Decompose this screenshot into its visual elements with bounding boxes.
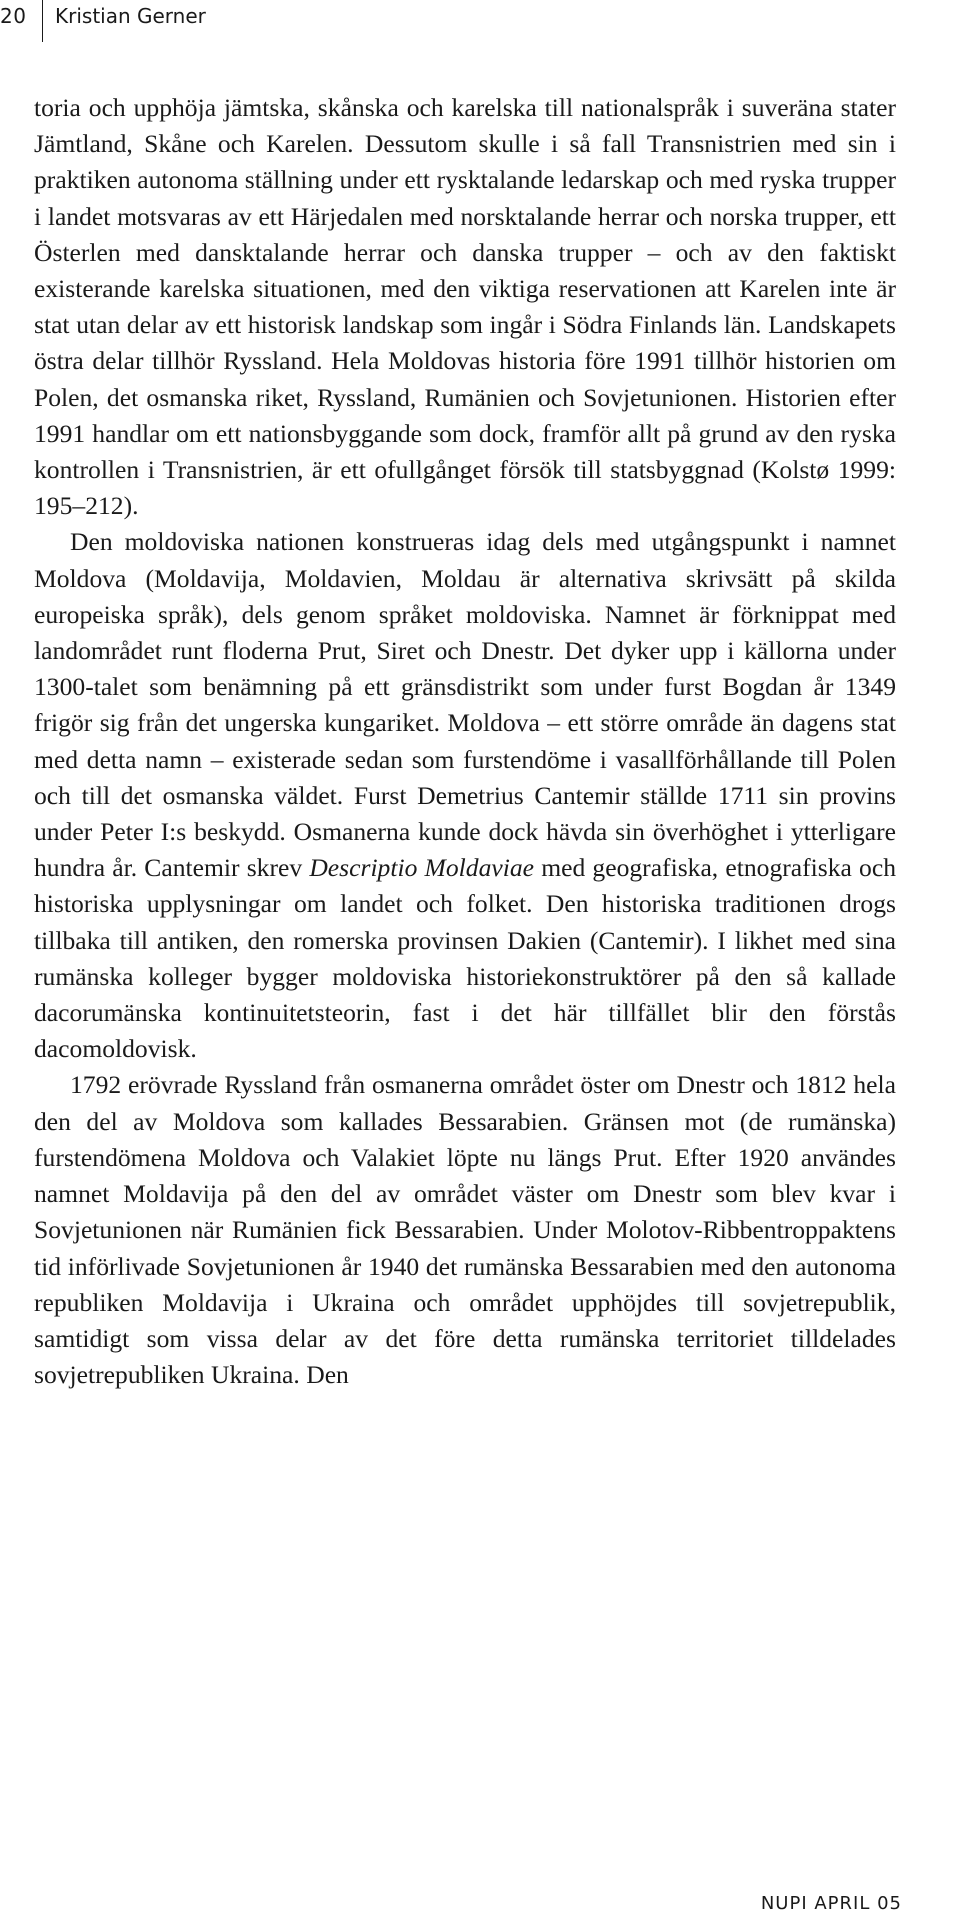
page-footer: NUPI APRIL 05 [760,1893,902,1914]
body-text [34,90,896,1393]
paragraph [34,524,896,1067]
paragraph: 1792 erövrade Ryssland från osmanerna området öster om Dnestr och 1812 hela den del av Moldova som kallades Bessarabien. Gränsen mot (de rumänska) furstendömena Moldova och Valakiet löpte nu längs Prut. Efter 1920 användes namnet Moldavija på den del av området väster om Dnestr som blev kvar i Sovjetunionen när Rumänien fick Bessarabien. Under Molotov-Ribbentroppaktens tid införlivade Sovjetunionen år 1940 det rumänska Bessarabien med den autonoma republiken Moldavija i Ukraina och området upphöjdes till sovjetrepublik, samtidigt som vissa delar av det före detta rumänska territoriet tilldelades sovjetrepubliken Ukraina. Den [34,1070,896,1390]
paragraph: toria och upphöja jämtska, skånska och karelska till nationalspråk i suveräna stater Jämtland, Skåne och Karelen. Dessutom skulle i så fall Transnistrien med sin i praktiken autonoma ställning under ett rysktalande ledarskap och med ryska trupper i landet motsvaras av ett Härjedalen med norsktalande herrar och norska trupper, ett Österlen med dansktalande herrar och danska trupper – och av den faktiskt existerande karelska situationen, med den viktiga reservationen att Karelen inte är stat utan delar av ett historisk landskap som ingår i Södra Finlands län. Landskapets östra delar tillhör Ryssland. Hela Moldovas historia före 1991 tillhör historien om Polen, det osmanska riket, Ryssland, Rumänien och Sovjetunionen. Historien efter 1991 handlar om ett nationsbyggande som dock, framför allt på grund av den ryska kontrollen i Transnistrien, är ett ofullgånget försök till statsbyggnad (Kolstø 1999: 195–212). [34,93,896,521]
paragraph-text: Den moldoviska nationen konstrueras idag dels med utgångspunkt i namnet Moldova (Moldavija, Moldavien, Moldau är alternativa skrivsätt på skilda europeiska språk), dels genom språket moldoviska. Namnet är förknippat med landområdet runt floderna Prut, Siret och Dnestr. Det dyker upp i källorna under 1300-talet som benämning på ett gränsdistrikt som under furst Bogdan år 1349 frigör sig från det ungerska kungariket. Moldova – ett större område än dagens stat med detta namn – existerade sedan som furstendöme i vasallförhållande till Polen och till det osmanska väldet. Furst Demetrius Cantemir ställde 1711 sin provins under Peter I:s beskydd. Osmanerna kunde dock hävda sin överhöghet i ytterligare hundra år. Cantemir skrev [34,527,896,883]
paragraph-text: med geografiska, etnografiska och historiska upplysningar om landet och folket. Den historiska traditionen drogs tillbaka till antiken, den romerska provinsen Dakien (Cantemir). I likhet med sina rumänska kolleger bygger moldoviska historiekonstruktörer på den så kallade dacorumänska kontinuitetsteorin, fast i det här tillfället blir den förstås dacomoldovisk. [34,853,896,1064]
book-title: Descriptio Moldaviae [309,853,534,883]
page-header [0,0,206,44]
page-number: 20 [0,4,27,28]
running-head-author: Kristian Gerner [55,4,206,28]
header-divider [42,0,43,42]
